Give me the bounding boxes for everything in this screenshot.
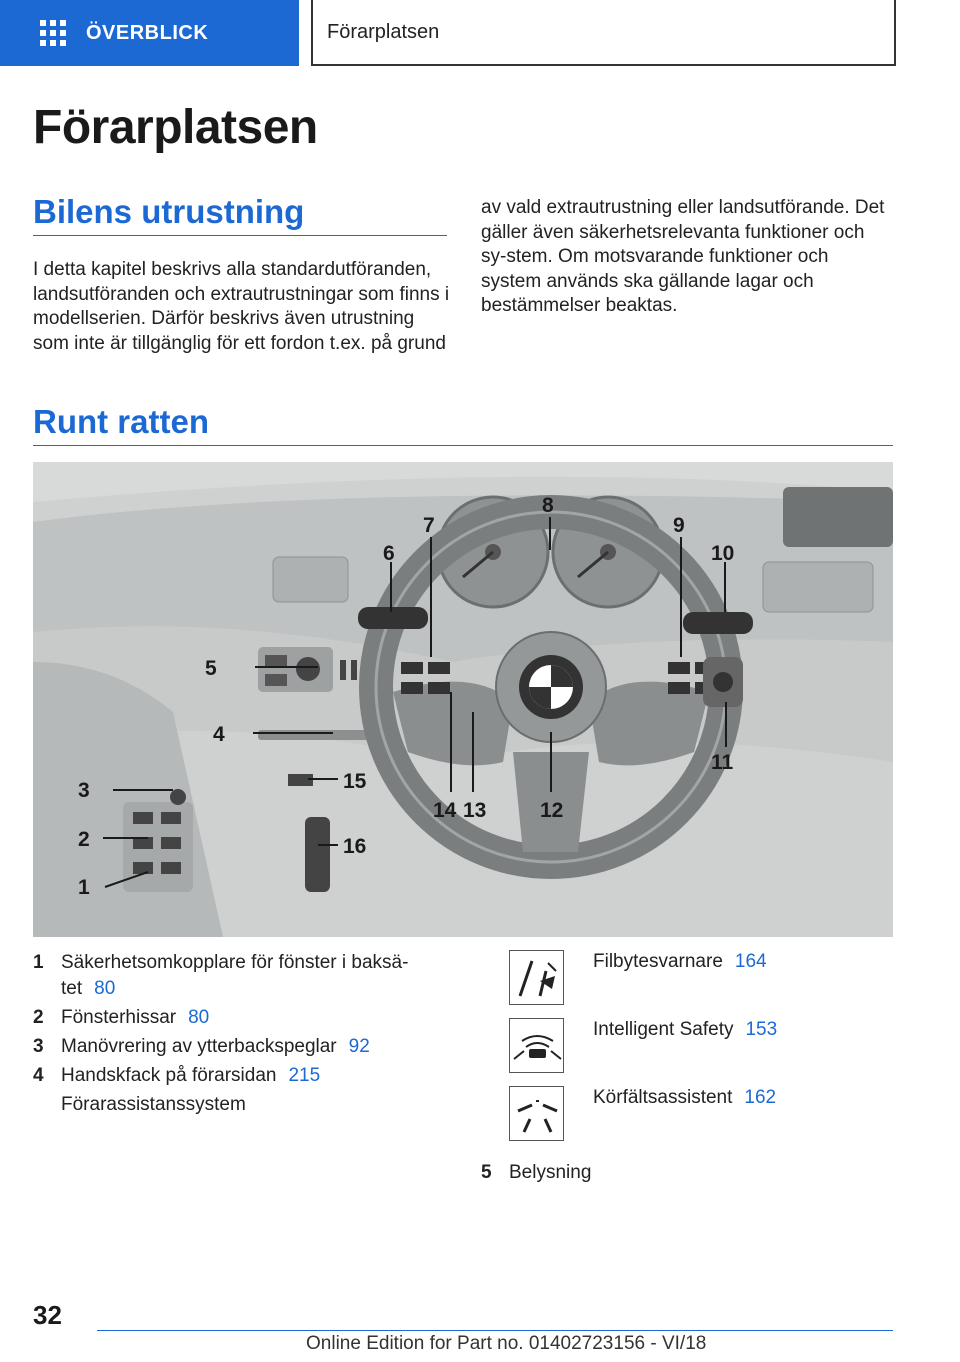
callout-12: 12 <box>540 799 564 822</box>
legend-item <box>33 1005 453 1031</box>
legend-item <box>33 1063 453 1089</box>
assist-item <box>509 950 909 1008</box>
legend-text <box>61 950 453 1002</box>
callout-9: 9 <box>673 514 685 537</box>
legend-label: Handskfack på förarsidan <box>61 1065 277 1086</box>
legend-text <box>61 1005 453 1031</box>
page-title: Förarplatsen <box>33 101 318 154</box>
assist-text <box>593 950 767 974</box>
footer-rule <box>97 1330 893 1331</box>
callout-7: 7 <box>423 514 435 537</box>
assist-item <box>509 1086 909 1144</box>
legend-label: Säkerhetsomkopplare för fönster i baksä-tet <box>61 952 409 999</box>
page-link[interactable]: 80 <box>188 1007 210 1028</box>
edition-text: Online Edition for Part no. 01402723156 - VI/18 <box>306 1333 707 1354</box>
assist-label: Intelligent Safety <box>593 1019 734 1040</box>
callout-2: 2 <box>78 828 90 851</box>
equipment-text-col2: av vald extrautrustning eller landsutförande. Det gäller även säkerhetsrelevanta funktioner och sy-stem. Om motsvarande funktioner och system används ska gällande lagar och bestämmelser beaktas. <box>481 197 885 317</box>
top-navigation <box>0 0 960 66</box>
callout-3: 3 <box>78 779 90 802</box>
callout-1: 1 <box>78 876 90 899</box>
page-link[interactable]: 164 <box>734 951 767 972</box>
section-tab-label: Förarplatsen <box>327 20 440 43</box>
callout-8: 8 <box>542 494 554 517</box>
assist-item <box>509 1018 909 1076</box>
page-link[interactable]: 92 <box>348 1036 370 1057</box>
legend-item <box>33 950 453 1002</box>
legend-item <box>481 1160 893 1186</box>
legend-label: Manövrering av ytterbackspeglar <box>61 1036 337 1057</box>
callout-13: 13 <box>463 799 487 822</box>
legend-number: 1 <box>33 952 44 973</box>
page-link[interactable]: 80 <box>94 978 116 999</box>
steering-heading: Runt ratten <box>33 403 209 440</box>
lane-keeping-assistant-icon <box>509 1086 564 1141</box>
callout-14: 14 <box>433 799 457 822</box>
callout-16: 16 <box>343 835 367 858</box>
callout-10: 10 <box>711 542 735 565</box>
legend-text <box>61 1034 453 1060</box>
callout-6: 6 <box>383 542 395 565</box>
section-tab[interactable] <box>311 0 896 66</box>
equipment-heading-rule <box>33 235 447 236</box>
equipment-text-col1: I detta kapitel beskrivs alla standardutföranden, landsutföranden och extrautrustningar som finns i modellserien. Därför beskrivs även utrustning som inte är tillgänglig för ett fordon t.ex. på grund <box>33 259 450 354</box>
legend-label: Fönsterhissar <box>61 1007 177 1028</box>
legend-number: 5 <box>481 1162 492 1183</box>
lane-change-warning-icon <box>509 950 564 1005</box>
legend-number: 2 <box>33 1007 44 1028</box>
cockpit-illustration <box>33 462 893 937</box>
page-link[interactable]: 153 <box>745 1019 778 1040</box>
callout-15: 15 <box>343 770 367 793</box>
steering-heading-rule <box>33 445 893 446</box>
grid-icon <box>40 20 66 46</box>
assist-label: Filbytesvarnare <box>593 951 723 972</box>
assist-text <box>593 1086 776 1110</box>
assist-label: Körfältsassistent <box>593 1087 733 1108</box>
overview-tab[interactable] <box>0 0 299 66</box>
assist-text <box>593 1018 777 1042</box>
intelligent-safety-icon <box>509 1018 564 1073</box>
page-link[interactable]: 162 <box>744 1087 777 1108</box>
legend-number: 3 <box>33 1036 44 1057</box>
legend-number: 4 <box>33 1065 44 1086</box>
callout-5: 5 <box>205 657 217 680</box>
equipment-heading: Bilens utrustning <box>33 193 305 230</box>
overview-tab-label: ÖVERBLICK <box>86 21 209 44</box>
legend-number <box>33 1092 61 1118</box>
legend-text <box>61 1063 453 1089</box>
callout-11: 11 <box>711 751 734 774</box>
legend-item <box>33 1092 453 1118</box>
callout-4: 4 <box>213 723 225 746</box>
page-link[interactable]: 215 <box>288 1065 321 1086</box>
legend-text: Förarassistanssystem <box>61 1094 246 1115</box>
legend-text: Belysning <box>509 1162 592 1183</box>
page-number: 32 <box>33 1300 62 1330</box>
legend-item <box>33 1034 453 1060</box>
cockpit-drawing <box>33 462 893 937</box>
legend-list <box>33 950 453 1121</box>
